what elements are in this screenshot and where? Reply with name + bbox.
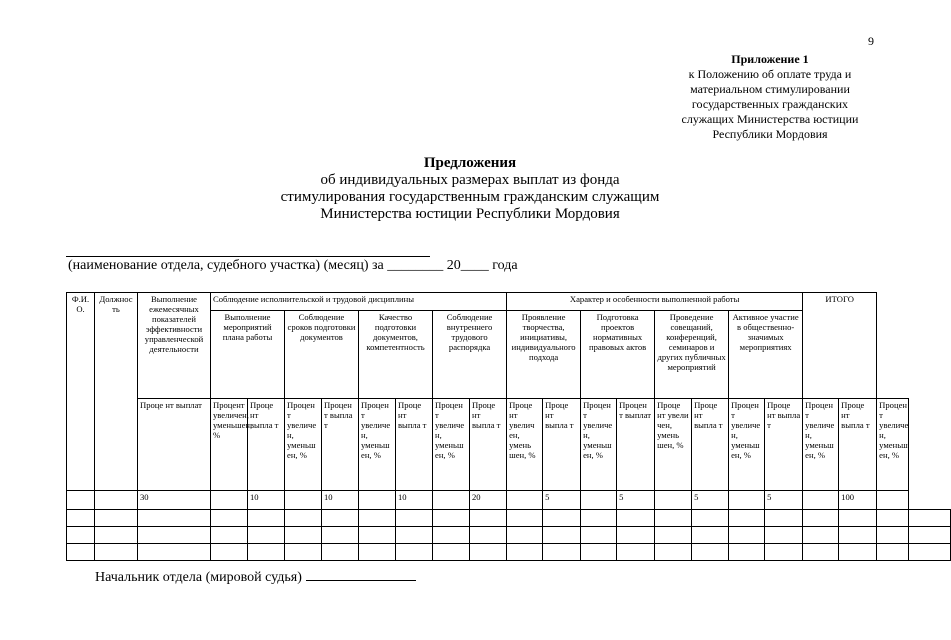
pair-header-change: Процент увеличен, уменьшен, % [211,399,248,491]
subheader-discipline: Соблюдение внутреннего трудового распорядка [433,311,507,399]
page-number: 9 [868,34,874,48]
header-position: Должнос ть [95,293,138,491]
pair-header-payout: Проце нт выпла т [396,399,433,491]
value-cell[interactable]: 5 [543,491,581,510]
table-cell[interactable] [507,544,543,561]
signature-line [95,570,416,586]
table-cell[interactable] [322,510,359,527]
header-group-character: Характер и особенности выполненной работы [507,293,803,311]
table-cell[interactable] [655,527,692,544]
subheader-character: Подготовка проектов нормативных правовых актов [581,311,655,399]
table-cell[interactable] [803,510,839,527]
table-cell[interactable] [839,544,877,561]
table-cell[interactable] [359,510,396,527]
subheader-character: Проведение совещаний, конференций, семинаров и других публичных мероприятий [655,311,729,399]
value-cell[interactable]: 5 [617,491,655,510]
table-cell[interactable] [765,527,803,544]
table-cell[interactable] [95,544,138,561]
table-cell[interactable] [729,510,765,527]
subheader-discipline: Качество подготовки документов, компетентность [359,311,433,399]
table-cell[interactable] [543,510,581,527]
value-cell[interactable]: 100 [839,491,877,510]
pair-header-change: Процен т увеличе н, уменьш ен, % [285,399,322,491]
table-cell[interactable] [581,491,617,510]
table-cell[interactable] [692,527,729,544]
table-cell[interactable] [909,527,951,544]
table-cell[interactable] [470,527,507,544]
table-cell[interactable] [211,510,248,527]
table-cell[interactable] [765,544,803,561]
pair-header-change: Процен т увеличе н, уменьш ен, % [433,399,470,491]
heading-line: стимулирования государственным гражданским служащим [280,189,660,205]
table-cell[interactable] [655,544,692,561]
table-cell[interactable] [285,544,322,561]
table-cell[interactable] [359,544,396,561]
department-line [68,258,518,274]
signature-label: Начальник отдела (мировой судья) [95,570,302,585]
table-cell[interactable] [95,491,138,510]
table-cell[interactable] [285,510,322,527]
pair-header-payout: Проце нт выпла т [839,399,877,491]
table-cell[interactable] [877,544,909,561]
table-cell[interactable] [729,544,765,561]
appendix-line: к Положению об оплате труда и [688,67,852,81]
table-cell[interactable] [877,491,909,510]
pair-header-change: Проце нт увели чен, умень шен, % [655,399,692,491]
table-cell[interactable] [211,491,248,510]
value-cell[interactable]: 10 [396,491,433,510]
table-cell[interactable] [67,527,95,544]
table-cell[interactable] [839,527,877,544]
appendix-line: материальном стимулировании [690,82,850,96]
value-cell[interactable]: 10 [322,491,359,510]
table-cell[interactable] [803,544,839,561]
appendix-block [670,52,870,142]
header-group-discipline: Соблюдение исполнительской и трудовой дисциплины [211,293,507,311]
table-cell[interactable] [839,510,877,527]
pair-header-payout: Проце нт выпла т [765,399,803,491]
table-cell[interactable] [909,544,951,561]
table-cell[interactable] [211,527,248,544]
appendix-line: служащих Министерства юстиции [681,112,859,126]
table-cell[interactable] [581,544,617,561]
table-cell[interactable] [396,527,433,544]
value-cell[interactable]: 5 [692,491,729,510]
table-cell[interactable] [507,491,543,510]
table-cell[interactable] [67,510,95,527]
table-cell[interactable] [617,544,655,561]
table-cell[interactable] [396,544,433,561]
year-suffix: года [492,258,518,273]
table-cell[interactable] [285,491,322,510]
table-cell[interactable] [67,491,95,510]
pair-header-change: Проце нт увелич ен, умень шен, % [507,399,543,491]
table-cell[interactable] [617,527,655,544]
table-cell[interactable] [322,544,359,561]
value-cell[interactable]: 5 [765,491,803,510]
pair-header-change: Процен т увеличе н, уменьш ен, % [729,399,765,491]
table-cell[interactable] [138,510,211,527]
pair-header-payout: Процен т выпла т [322,399,359,491]
heading-line: об индивидуальных размерах выплат из фонда [320,172,620,188]
table-row [67,510,951,527]
pair-header-payout: Проце нт выпла т [470,399,507,491]
appendix-line: государственных гражданских [691,97,849,111]
table-cell[interactable] [692,544,729,561]
table-cell[interactable] [581,527,617,544]
value-cell[interactable]: 30 [138,491,211,510]
year-prefix: 20 [446,258,461,273]
value-cell[interactable]: 10 [248,491,285,510]
table-cell[interactable] [803,491,839,510]
table-cell[interactable] [396,510,433,527]
table-cell[interactable] [877,527,909,544]
header-monthly-indicators: Выполнение ежемесячных показателей эффективности управленческой деятельности [138,293,211,399]
table-cell[interactable] [877,510,909,527]
table-cell[interactable] [729,527,765,544]
table-cell[interactable] [765,510,803,527]
subheader-discipline: Выполнение мероприятий плана работы [211,311,285,399]
signature-blank[interactable] [306,580,416,581]
pair-header-change: Процен т увеличе н, уменьш ен, % [359,399,396,491]
proposals-table [66,292,951,561]
table-cell[interactable] [543,527,581,544]
table-cell[interactable] [433,491,470,510]
table-cell[interactable] [909,510,951,527]
table-cell[interactable] [470,510,507,527]
pair-header-payout: Проце нт выпла т [248,399,285,491]
values-row [67,491,951,510]
table-cell[interactable] [581,510,617,527]
table-cell[interactable] [285,527,322,544]
subheader-discipline: Соблюдение сроков подготовки документов [285,311,359,399]
document-title: Предложения [423,155,517,171]
document-heading [250,155,690,223]
table-cell[interactable] [248,544,285,561]
department-fill-line [66,256,430,257]
table-cell[interactable] [95,510,138,527]
pair-header-change: Процен т увеличе н, уменьш ен, % [803,399,839,491]
subheader-character: Проявление творчества, инициативы, индивидуального подхода [507,311,581,399]
table-cell[interactable] [433,510,470,527]
pair-header-payout: Проце нт выплат [138,399,211,491]
year-blank: ____ [460,258,489,273]
header-fio: Ф.И. О. [67,293,95,491]
table-cell[interactable] [248,527,285,544]
pair-header-payout: Проце нт выпла т [692,399,729,491]
table-cell[interactable] [248,510,285,527]
table-cell[interactable] [543,544,581,561]
table-cell[interactable] [655,510,692,527]
table-row [67,544,951,561]
table-cell[interactable] [617,510,655,527]
table-row [67,527,951,544]
table-cell[interactable] [138,544,211,561]
appendix-line: Республики Мордовия [712,127,828,141]
department-label: (наименование отдела, судебного участка) (месяц) за [68,258,384,273]
table-cell[interactable] [359,491,396,510]
table-cell[interactable] [507,510,543,527]
table-cell[interactable] [95,527,138,544]
month-blank: ________ [387,258,444,273]
pair-header-payout: Процен т выплат [617,399,655,491]
table-cell[interactable] [507,527,543,544]
heading-line: Министерства юстиции Республики Мордовия [320,206,620,222]
table-cell[interactable] [655,491,692,510]
pair-header-payout: Проце нт выпла т [543,399,581,491]
table-cell[interactable] [322,527,359,544]
table-cell[interactable] [67,544,95,561]
table-cell[interactable] [729,491,765,510]
table-cell[interactable] [803,527,839,544]
pair-header-change: Процен т увеличе н, уменьш ен, % [581,399,617,491]
table-cell[interactable] [138,527,211,544]
table-cell[interactable] [470,544,507,561]
table-cell[interactable] [433,544,470,561]
header-total: ИТОГО [803,293,877,399]
subheader-character: Активное участие в общественно-значимых мероприятиях [729,311,803,399]
table-cell[interactable] [692,510,729,527]
table-cell[interactable] [211,544,248,561]
table-cell[interactable] [359,527,396,544]
pair-header-change: Процен т увеличе н, уменьш ен, % [877,399,909,491]
table-cell[interactable] [433,527,470,544]
appendix-title: Приложение 1 [731,52,809,66]
value-cell[interactable]: 20 [470,491,507,510]
